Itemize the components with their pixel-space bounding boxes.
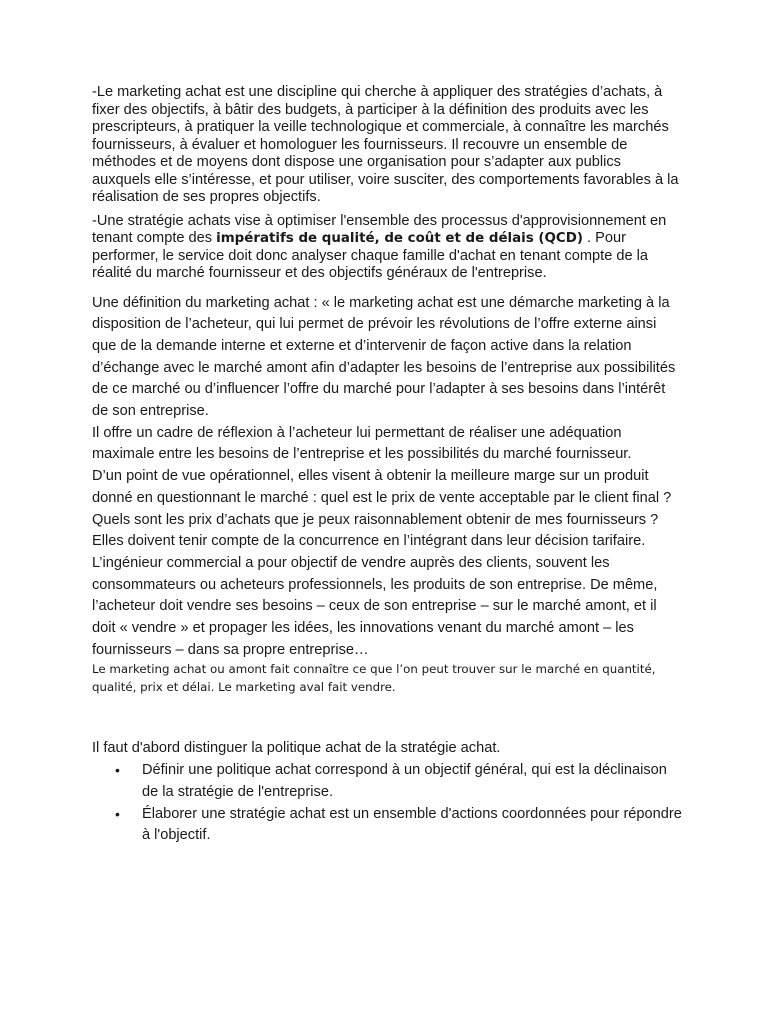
paragraph-marketing-amont-aval: Le marketing achat ou amont fait connaître ce que l’on peut trouver sur le marché en quantité, qualité, prix et délai. Le marketing aval fait vendre. bbox=[92, 662, 656, 694]
bullet-icon: • bbox=[115, 762, 120, 779]
bullet-icon: • bbox=[115, 805, 120, 822]
paragraph-distinguer: Il faut d'abord distinguer la politique achat de la stratégie achat. bbox=[92, 740, 501, 757]
paragraph-point-de-vue: D’un point de vue opérationnel, elles visent à obtenir la meilleure marge sur un produit donné en questionnant le marché : quel est le prix de vente acceptable par le client final ? Quels sont les prix d’achats que je peux raisonnablement obtenir de mes fournisseurs ? Elles doivent tenir compte de la concurrence en l’intégrant dans leur décision tarifaire. bbox=[92, 468, 672, 550]
paragraph-cadre-reflexion: Il offre un cadre de réflexion à l’acheteur lui permettant de réaliser une adéquation maximale entre les besoins de l’entreprise et les possibilités du marché fournisseur. bbox=[92, 424, 632, 463]
paragraph-strategie-text-1: -Une stratégie achats vise à optimiser l'ensemble des processus d'approvisionnement en tenant compte des bbox=[92, 212, 667, 246]
list-item bbox=[115, 760, 682, 803]
list-item bbox=[115, 804, 682, 847]
paragraph-marketing-achat-discipline: -Le marketing achat est une discipline qui cherche à appliquer des stratégies d’achats, à fixer des objectifs, à bâtir des budgets, à participer à la définition des produits avec les prescripteurs, à pratiquer la veille technologique et commerciale, à connaître les marchés fournisseurs, à évaluer et homologuer les fournisseurs. Il recouvre un ensemble de méthodes et de moyens dont dispose une organisation pour s’adapter aux publics auxquels elle s’intéresse, et pour utiliser, voire susciter, des comportements favorables à la réalisation de ses propres objectifs. bbox=[92, 84, 679, 205]
definition-section bbox=[92, 293, 682, 662]
paragraph-ingenieur-commercial: L’ingénieur commercial a pour objectif de vendre auprès des clients, souvent les consommateurs ou acheteurs professionnels, les produits de son entreprise. De même, l’acheteur doit vendre ses besoins – ceux de son entreprise – sur le marché amont, et il doit « vendre » et propager les idées, les innovations venant du marché amont – les fournisseurs – dans sa propre entreprise… bbox=[92, 554, 658, 658]
document-page bbox=[92, 84, 682, 847]
politique-strategie-section bbox=[92, 738, 682, 847]
paragraph-strategie-achats bbox=[92, 213, 682, 283]
paragraph-definition: Une définition du marketing achat : « le marketing achat est une démarche marketing à la disposition de l’acheteur, qui lui permet de prévoir les révolutions de l’offre externe ainsi que de la demande interne et externe et d’intervenir de façon active dans la relation d’échange avec le marché amont afin d’adapter les besoins de l’entreprise aux possibilités de ce marché ou d’influencer l’offre du marché pour l’adapter à ses besoins dans l’intérêt de son entreprise. bbox=[92, 294, 676, 420]
paragraph-strategie-text-2: . Pour performer, le service doit donc analyser chaque famille d'achat en tenant compte de la réalité du marché fournisseur et des objectifs généraux de l'entreprise. bbox=[92, 230, 649, 281]
list-item-text: Définir une politique achat correspond à un objectif général, qui est la déclinaison de la stratégie de l'entreprise. bbox=[142, 762, 667, 800]
qcd-bold-text: impératifs de qualité, de coût et de délais (QCD) bbox=[216, 231, 583, 246]
list-item-text: Élaborer une stratégie achat est un ensemble d'actions coordonnées pour répondre à l'objectif. bbox=[142, 805, 682, 844]
bullet-list bbox=[92, 760, 682, 847]
